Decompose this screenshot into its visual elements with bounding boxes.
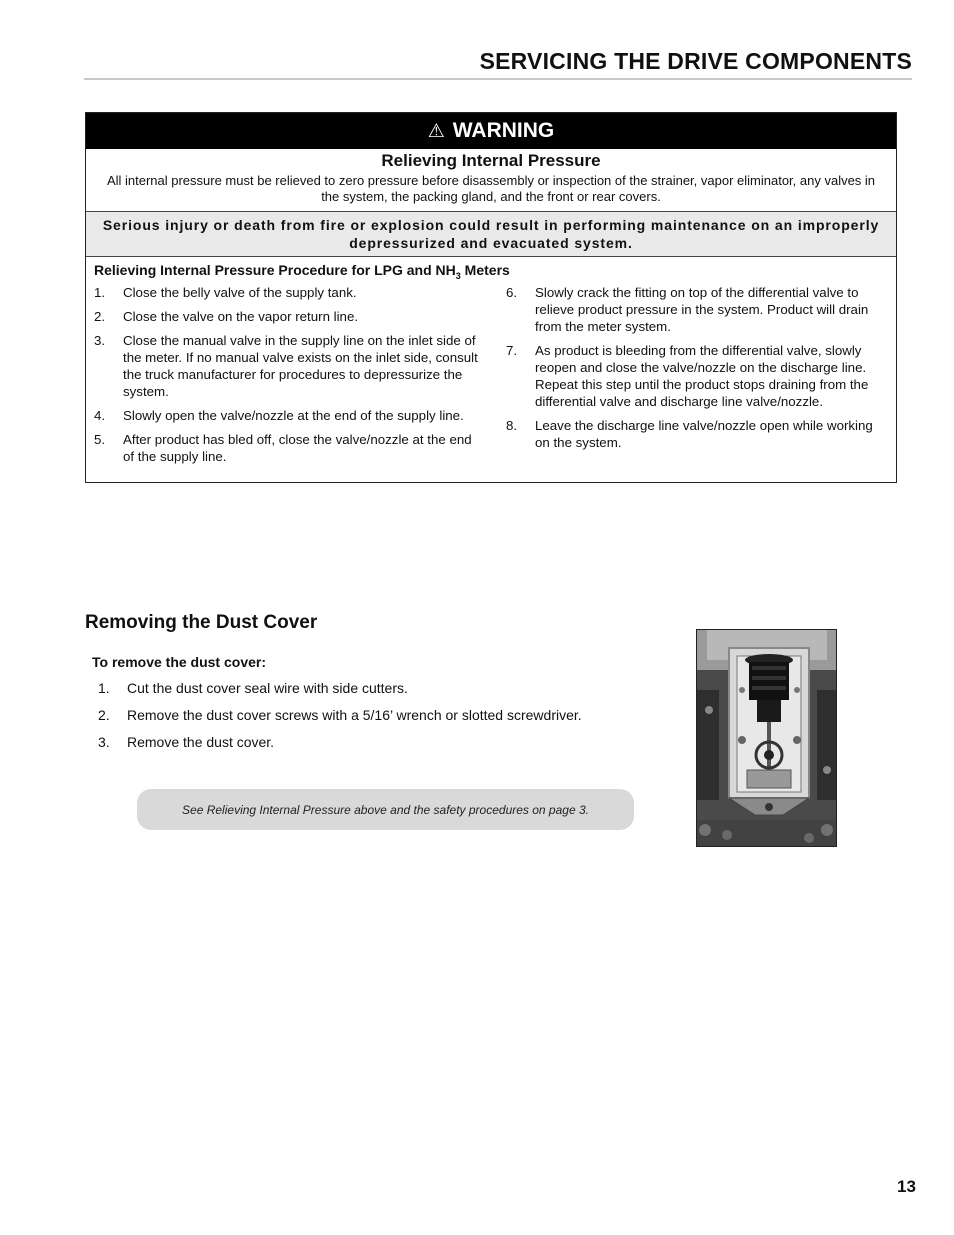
step-text: Slowly open the valve/nozzle at the end of the supply line. [123, 407, 464, 423]
step-number: 3. [98, 734, 110, 750]
step-text: As product is bleeding from the differential valve, slowly reopen and close the valve/nozzle on the discharge line. Repeat this step until the product stops draining from the differential valve and discharge line valve/nozzle. [535, 342, 869, 409]
procedure-step [506, 284, 890, 335]
step-number: 2. [94, 308, 106, 324]
procedure-columns [86, 284, 896, 472]
procedure-step [94, 308, 478, 325]
step-number: 4. [94, 407, 106, 423]
dust-cover-step [98, 680, 582, 697]
page-title: SERVICING THE DRIVE COMPONENTS [479, 48, 912, 74]
procedure-step [506, 417, 890, 451]
warning-triangle-icon: ⚠ [427, 120, 445, 142]
step-number: 3. [94, 332, 106, 348]
safety-note: See Relieving Internal Pressure above and the safety procedures on page 3. [137, 789, 634, 830]
step-number: 7. [506, 342, 518, 358]
warning-subtitle: Relieving Internal Pressure [381, 151, 601, 170]
dust-cover-photo [696, 629, 837, 847]
step-number: 2. [98, 707, 110, 723]
warning-box [85, 112, 897, 483]
step-text: Cut the dust cover seal wire with side cutters. [127, 680, 408, 696]
meter-photo-illustration [697, 630, 837, 847]
dust-cover-step [98, 707, 582, 724]
step-text: After product has bled off, close the valve/nozzle at the end of the supply line. [123, 431, 472, 464]
procedure-column-right [478, 284, 890, 472]
procedure-step [94, 431, 478, 465]
warning-header [86, 113, 896, 149]
procedure-column-left [94, 284, 478, 472]
step-text: Close the manual valve in the supply line on the inlet side of the meter. If no manual valve exists on the inlet side, consult the truck manufacturer for procedures to depressurize the system. [123, 332, 478, 399]
step-text: Leave the discharge line valve/nozzle open while working on the system. [535, 417, 873, 450]
step-text: Slowly crack the fitting on top of the differential valve to relieve product pressure in the system. Product will drain from the meter system. [535, 284, 869, 334]
dust-cover-step [98, 734, 582, 751]
dust-cover-steps [98, 680, 582, 761]
step-text: Remove the dust cover. [127, 734, 275, 750]
steps-title: To remove the dust cover: [92, 654, 267, 670]
procedure-title: Relieving Internal Pressure Procedure for LPG and $NH_3$ Meters [94, 262, 510, 281]
step-number: 6. [506, 284, 518, 300]
procedure-step [506, 342, 890, 410]
title-rule [84, 78, 912, 80]
procedure-step [94, 284, 478, 301]
warning-body: All internal pressure must be relieved to zero pressure before disassembly or inspection of the strainer, vapor eliminator, any valves in the system, the packing gland, and the front or rear covers. [106, 173, 876, 204]
step-text: Remove the dust cover screws with a 5/16’ wrench or slotted screwdriver. [127, 707, 582, 723]
step-number: 5. [94, 431, 106, 447]
section-heading: Removing the Dust Cover [85, 612, 318, 633]
procedure-step [94, 407, 478, 424]
warning-label: WARNING [452, 119, 555, 142]
step-text: Close the belly valve of the supply tank. [123, 284, 357, 300]
step-number: 8. [506, 417, 518, 433]
step-number: 1. [98, 680, 110, 696]
page-number: 13 [897, 1177, 916, 1196]
step-number: 1. [94, 284, 106, 300]
procedure-step [94, 332, 478, 400]
step-text: Close the valve on the vapor return line. [123, 308, 359, 324]
danger-statement: Serious injury or death from fire or explosion could result in performing maintenance on an improperly depressurized and evacuated system. [86, 211, 896, 257]
